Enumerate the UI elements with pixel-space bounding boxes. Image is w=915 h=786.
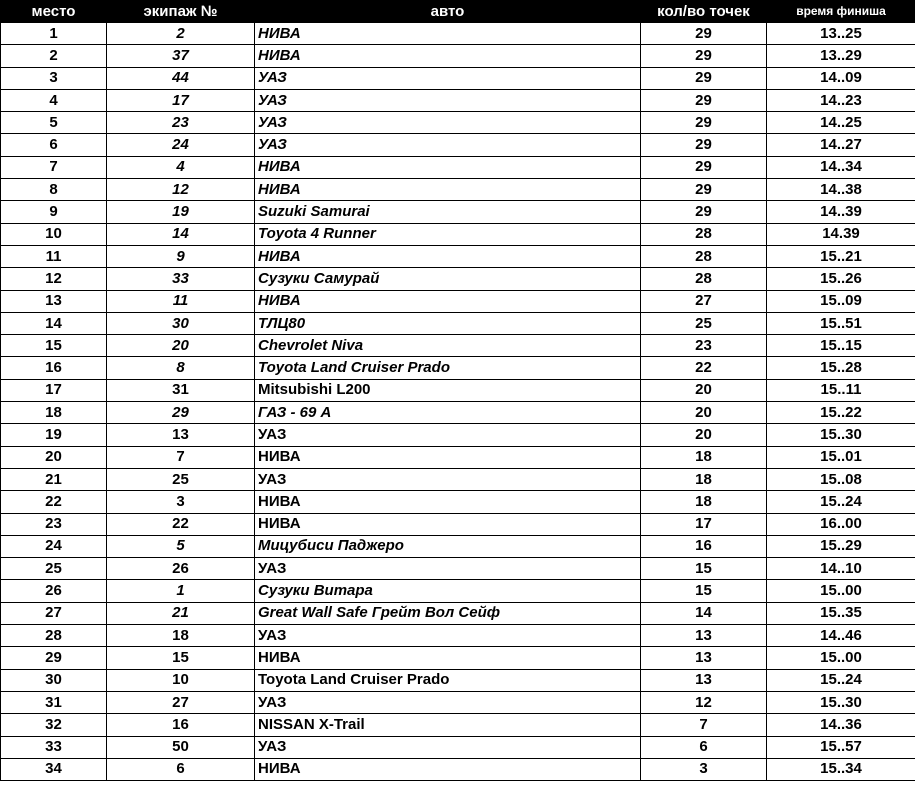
table-row [1,379,915,401]
cell-place: 2 [1,45,107,67]
cell-place: 8 [1,179,107,201]
table-row [1,223,915,245]
cell-place: 13 [1,290,107,312]
cell-crew: 18 [107,625,255,647]
cell-place: 32 [1,714,107,736]
cell-crew: 31 [107,379,255,401]
cell-place: 19 [1,424,107,446]
cell-crew: 12 [107,179,255,201]
header-crew: экипаж № [107,1,255,23]
cell-car: Сузуки Самурай [255,268,641,290]
cell-crew: 14 [107,223,255,245]
cell-points: 12 [641,691,767,713]
cell-place: 24 [1,535,107,557]
table-row [1,691,915,713]
cell-crew: 50 [107,736,255,758]
cell-points: 29 [641,134,767,156]
cell-place: 30 [1,669,107,691]
table-row [1,602,915,624]
table-row [1,23,915,45]
cell-place: 17 [1,379,107,401]
cell-points: 29 [641,112,767,134]
table-row [1,558,915,580]
cell-car: УАЗ [255,89,641,111]
cell-points: 28 [641,223,767,245]
cell-finish-time: 15..26 [767,268,915,290]
cell-finish-time: 15..51 [767,312,915,334]
cell-car: УАЗ [255,625,641,647]
cell-place: 3 [1,67,107,89]
cell-car: УАЗ [255,558,641,580]
cell-car: НИВА [255,245,641,267]
cell-crew: 9 [107,245,255,267]
table-row [1,402,915,424]
cell-place: 34 [1,758,107,780]
cell-place: 20 [1,446,107,468]
cell-points: 6 [641,736,767,758]
table-body [1,23,915,781]
cell-crew: 23 [107,112,255,134]
table-row [1,268,915,290]
cell-crew: 20 [107,335,255,357]
table-row [1,758,915,780]
cell-points: 29 [641,201,767,223]
cell-place: 21 [1,468,107,490]
cell-place: 9 [1,201,107,223]
table-row [1,179,915,201]
cell-place: 5 [1,112,107,134]
cell-crew: 5 [107,535,255,557]
cell-place: 27 [1,602,107,624]
cell-car: УАЗ [255,134,641,156]
cell-crew: 30 [107,312,255,334]
cell-place: 15 [1,335,107,357]
cell-place: 16 [1,357,107,379]
cell-points: 29 [641,23,767,45]
cell-crew: 19 [107,201,255,223]
cell-finish-time: 15..11 [767,379,915,401]
header-place: место [1,1,107,23]
cell-crew: 37 [107,45,255,67]
cell-finish-time: 14..46 [767,625,915,647]
table-row [1,290,915,312]
table-row [1,201,915,223]
cell-points: 22 [641,357,767,379]
cell-finish-time: 14..10 [767,558,915,580]
cell-car: НИВА [255,290,641,312]
cell-place: 29 [1,647,107,669]
table-row [1,156,915,178]
cell-place: 11 [1,245,107,267]
cell-points: 15 [641,558,767,580]
cell-finish-time: 15..00 [767,647,915,669]
cell-crew: 6 [107,758,255,780]
cell-car: Chevrolet Niva [255,335,641,357]
cell-crew: 7 [107,446,255,468]
cell-finish-time: 14..34 [767,156,915,178]
cell-car: Мицубиси Паджеро [255,535,641,557]
cell-car: ГАЗ - 69 А [255,402,641,424]
table-row [1,45,915,67]
cell-car: НИВА [255,513,641,535]
cell-crew: 26 [107,558,255,580]
cell-crew: 1 [107,580,255,602]
cell-finish-time: 15..24 [767,669,915,691]
cell-finish-time: 15..01 [767,446,915,468]
cell-car: ТЛЦ80 [255,312,641,334]
table-row [1,736,915,758]
cell-crew: 13 [107,424,255,446]
cell-finish-time: 14..36 [767,714,915,736]
cell-car: Toyota 4 Runner [255,223,641,245]
cell-finish-time: 15..09 [767,290,915,312]
cell-place: 22 [1,491,107,513]
cell-finish-time: 15..34 [767,758,915,780]
cell-finish-time: 15..08 [767,468,915,490]
cell-points: 18 [641,491,767,513]
cell-crew: 17 [107,89,255,111]
cell-place: 28 [1,625,107,647]
cell-points: 14 [641,602,767,624]
cell-car: УАЗ [255,691,641,713]
cell-points: 20 [641,379,767,401]
cell-crew: 21 [107,602,255,624]
cell-crew: 4 [107,156,255,178]
table-row [1,357,915,379]
cell-points: 28 [641,268,767,290]
cell-car: НИВА [255,45,641,67]
cell-crew: 29 [107,402,255,424]
cell-points: 20 [641,424,767,446]
table-row [1,134,915,156]
cell-points: 13 [641,669,767,691]
cell-finish-time: 13..29 [767,45,915,67]
cell-points: 15 [641,580,767,602]
cell-car: УАЗ [255,112,641,134]
cell-car: NISSAN X-Trail [255,714,641,736]
table-row [1,714,915,736]
cell-points: 29 [641,89,767,111]
cell-car: НИВА [255,491,641,513]
cell-place: 14 [1,312,107,334]
cell-finish-time: 14..25 [767,112,915,134]
cell-car: Сузуки Витара [255,580,641,602]
table-row [1,513,915,535]
cell-points: 20 [641,402,767,424]
cell-points: 13 [641,647,767,669]
cell-points: 18 [641,446,767,468]
cell-points: 29 [641,67,767,89]
table-row [1,580,915,602]
cell-place: 12 [1,268,107,290]
cell-points: 13 [641,625,767,647]
cell-points: 29 [641,45,767,67]
table-row [1,625,915,647]
cell-car: Mitsubishi L200 [255,379,641,401]
cell-place: 25 [1,558,107,580]
cell-place: 1 [1,23,107,45]
header-car: авто [255,1,641,23]
cell-finish-time: 14.39 [767,223,915,245]
cell-crew: 44 [107,67,255,89]
table-row [1,424,915,446]
cell-crew: 8 [107,357,255,379]
table-row [1,67,915,89]
cell-car: НИВА [255,758,641,780]
cell-car: УАЗ [255,424,641,446]
cell-crew: 10 [107,669,255,691]
cell-finish-time: 14..27 [767,134,915,156]
header-points: кол/во точек [641,1,767,23]
cell-crew: 3 [107,491,255,513]
cell-car: Great Wall Safe Грейт Вол Сейф [255,602,641,624]
cell-finish-time: 15..15 [767,335,915,357]
cell-finish-time: 15..21 [767,245,915,267]
cell-points: 16 [641,535,767,557]
cell-finish-time: 15..22 [767,402,915,424]
cell-car: Suzuki Samurai [255,201,641,223]
table-row [1,535,915,557]
cell-car: Toyota Land Cruiser Prado [255,357,641,379]
cell-car: УАЗ [255,736,641,758]
cell-points: 27 [641,290,767,312]
cell-finish-time: 16..00 [767,513,915,535]
cell-points: 28 [641,245,767,267]
cell-finish-time: 15..57 [767,736,915,758]
table-row [1,491,915,513]
cell-points: 25 [641,312,767,334]
cell-finish-time: 13..25 [767,23,915,45]
cell-car: НИВА [255,647,641,669]
cell-car: НИВА [255,179,641,201]
cell-finish-time: 14..39 [767,201,915,223]
cell-place: 33 [1,736,107,758]
cell-place: 31 [1,691,107,713]
cell-place: 7 [1,156,107,178]
table-row [1,647,915,669]
cell-finish-time: 15..35 [767,602,915,624]
table-row [1,446,915,468]
cell-crew: 16 [107,714,255,736]
cell-finish-time: 15..30 [767,424,915,446]
cell-points: 29 [641,179,767,201]
cell-crew: 11 [107,290,255,312]
cell-place: 4 [1,89,107,111]
cell-place: 6 [1,134,107,156]
cell-points: 3 [641,758,767,780]
cell-points: 7 [641,714,767,736]
cell-finish-time: 15..28 [767,357,915,379]
cell-car: УАЗ [255,67,641,89]
cell-finish-time: 15..29 [767,535,915,557]
table-row [1,89,915,111]
table-row [1,245,915,267]
cell-car: НИВА [255,156,641,178]
cell-points: 18 [641,468,767,490]
table-row [1,112,915,134]
cell-place: 23 [1,513,107,535]
cell-finish-time: 14..23 [767,89,915,111]
cell-car: УАЗ [255,468,641,490]
cell-crew: 2 [107,23,255,45]
table-row [1,312,915,334]
cell-finish-time: 14..09 [767,67,915,89]
table-row [1,468,915,490]
cell-crew: 24 [107,134,255,156]
cell-crew: 25 [107,468,255,490]
header-row [1,1,915,23]
cell-car: Toyota Land Cruiser Prado [255,669,641,691]
cell-crew: 22 [107,513,255,535]
table-row [1,669,915,691]
cell-points: 23 [641,335,767,357]
cell-crew: 27 [107,691,255,713]
cell-car: НИВА [255,23,641,45]
cell-crew: 15 [107,647,255,669]
cell-finish-time: 15..24 [767,491,915,513]
cell-finish-time: 14..38 [767,179,915,201]
cell-finish-time: 15..30 [767,691,915,713]
table-header [1,1,915,23]
cell-points: 17 [641,513,767,535]
cell-place: 10 [1,223,107,245]
cell-car: НИВА [255,446,641,468]
cell-crew: 33 [107,268,255,290]
cell-points: 29 [641,156,767,178]
cell-finish-time: 15..00 [767,580,915,602]
cell-place: 26 [1,580,107,602]
table-row [1,335,915,357]
header-finish-time: время финиша [767,1,915,23]
cell-place: 18 [1,402,107,424]
